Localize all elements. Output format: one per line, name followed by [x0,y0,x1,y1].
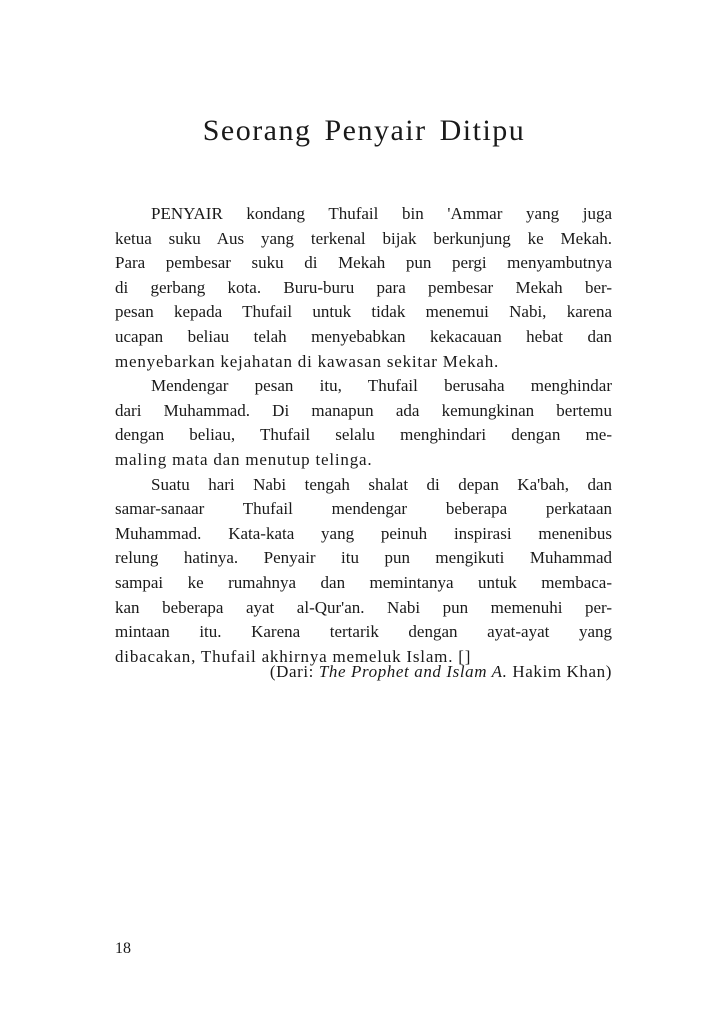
text-line: Para pembesar suku di Mekah pun pergi menyambutnya [115,253,612,273]
paragraph-1 [115,202,612,374]
text-line: relung hatinya. Penyair itu pun mengikuti Muhammad [115,548,612,568]
text-line: dari Muhammad. Di manapun ada kemungkinan bertemu [115,400,612,420]
text-line: mintaan itu. Karena tertarik dengan ayat-ayat yang [115,622,612,642]
paragraph-3 [115,473,612,670]
source-author: Hakim Khan) [512,662,612,681]
text-line: samar-sanaar Thufail mendengar beberapa perkataan [115,499,612,519]
source-citation [115,662,612,682]
page-number: 18 [115,940,131,957]
text-line: PENYAIR kondang Thufail bin 'Ammar yang juga [151,204,612,223]
text-line: sampai ke rumahnya dan memintanya untuk membaca- [115,572,612,592]
text-line: di gerbang kota. Buru-buru para pembesar Mekah ber- [115,277,612,297]
source-prefix: (Dari: [269,662,315,681]
text-line: maling mata dan menutup telinga. [115,449,373,469]
chapter-title: Seorang Penyair Ditipu [202,114,526,147]
text-line: dibacakan, Thufail akhirnya memeluk Islam. [] [115,646,472,666]
source-book-title: The Prophet and Islam A. [318,662,508,681]
text-line: Muhammad. Kata-kata yang peinuh inspirasi menenibus [115,523,612,543]
text-line: ucapan beliau telah menyebabkan kekacauan hebat dan [115,326,612,346]
text-line: Suatu hari Nabi tengah shalat di depan Ka'bah, dan [151,474,612,494]
paragraph-2 [115,374,612,472]
text-line: kan beberapa ayat al-Qur'an. Nabi pun memenuhi per- [115,597,612,617]
text-line: menyebarkan kejahatan di kawasan sekitar Mekah. [115,351,500,371]
text-line: Mendengar pesan itu, Thufail berusaha menghindar [151,376,612,396]
text-line: pesan kepada Thufail untuk tidak menemui Nabi, karena [115,302,612,322]
body-text [115,202,612,669]
text-line: ketua suku Aus yang terkenal bijak berkunjung ke Mekah. [115,228,612,248]
text-line: dengan beliau, Thufail selalu menghindari dengan me- [115,425,612,445]
